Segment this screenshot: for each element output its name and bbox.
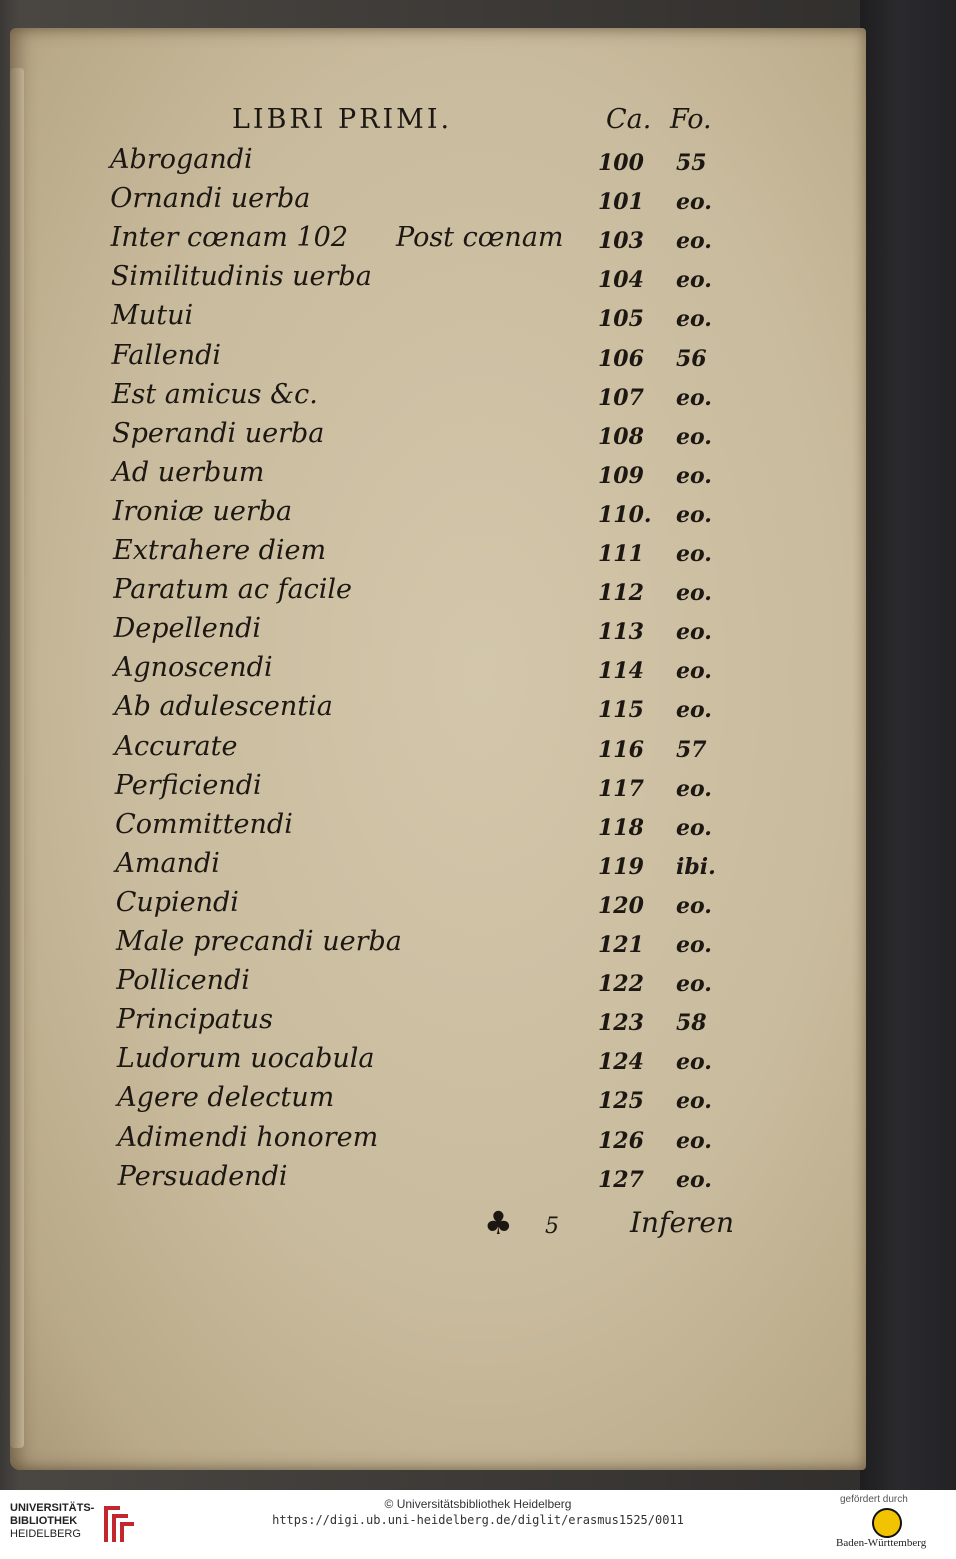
column-head-ca: Ca.	[606, 104, 652, 135]
chapter-number: 127	[598, 1166, 644, 1193]
column-head-fo: Fo.	[670, 104, 712, 135]
entry-label: Sperandi uerba	[112, 417, 325, 449]
entry-label: Agnoscendi	[113, 652, 273, 684]
chapter-number: 106	[598, 345, 644, 372]
sponsor-name: Baden-Württemberg	[836, 1537, 927, 1549]
folio-number: eo.	[676, 267, 712, 294]
chapter-number: 100	[598, 150, 644, 176]
entry-label: Inter cœnam 102	[110, 222, 348, 254]
index-row	[0, 379, 956, 417]
folio-number: eo.	[676, 619, 712, 646]
entry-label: Ironiæ uerba	[112, 495, 293, 527]
chapter-number: 112	[598, 580, 644, 607]
entry-label: Agere delectum	[117, 1082, 335, 1114]
index-row	[0, 340, 956, 378]
chapter-number: 109	[598, 462, 644, 489]
folio-number: eo.	[676, 1166, 712, 1193]
entry-label: Mutui	[111, 300, 194, 332]
chapter-number: 117	[598, 775, 644, 802]
chapter-number: 120	[598, 892, 644, 919]
chapter-number: 123	[598, 1010, 644, 1037]
entry-label: Paratum ac facile	[113, 574, 353, 606]
index-row	[0, 691, 956, 729]
chapter-number: 121	[598, 932, 644, 958]
index-row	[0, 183, 956, 221]
chapter-number: 111	[598, 541, 644, 567]
folio-number: eo.	[676, 384, 712, 411]
running-head: LIBRI PRIMI.	[232, 104, 453, 135]
entry-label: Principatus	[116, 1004, 273, 1036]
index-row	[0, 1122, 956, 1160]
folio-number: eo.	[676, 697, 712, 724]
catchword: Inferen	[630, 1206, 735, 1239]
index-row	[0, 848, 956, 886]
chapter-number: 116	[598, 736, 644, 763]
entry-label: Persuadendi	[117, 1160, 288, 1192]
entry-label: Amandi	[115, 847, 220, 879]
folio-number: eo.	[676, 1049, 712, 1076]
logo-line-1: UNIVERSITÄTS-	[10, 1502, 95, 1514]
folio-number: eo.	[676, 189, 712, 216]
chapter-number: 104	[598, 267, 644, 294]
index-row	[0, 1004, 956, 1042]
entry-label: Accurate	[114, 730, 238, 762]
entry-label: Male precandi uerba	[116, 926, 402, 957]
entry-label: Extrahere diem	[113, 535, 327, 566]
entry-label: Similitudinis uerba	[110, 261, 372, 293]
index-row	[0, 926, 956, 964]
index-row	[0, 809, 956, 847]
folio-number: eo.	[676, 1127, 712, 1154]
index-row	[0, 496, 956, 534]
signature-mark: 5	[545, 1214, 559, 1239]
index-row	[0, 144, 956, 182]
folio-number: eo.	[676, 892, 712, 919]
folio-number: eo.	[676, 462, 712, 489]
folio-number: eo.	[676, 775, 712, 802]
folio-number: 57	[676, 736, 707, 763]
entry-label: Ab adulescentia	[114, 691, 333, 723]
index-row	[0, 770, 956, 808]
state-seal-icon	[872, 1508, 902, 1538]
entry-label: Depellendi	[113, 613, 262, 645]
entry-label: Cupiendi	[115, 886, 239, 918]
chapter-number: 103	[598, 228, 644, 255]
entry-label: Abrogandi	[110, 144, 253, 175]
folio-number: eo.	[676, 658, 712, 685]
index-row	[0, 887, 956, 925]
index-row	[0, 1161, 956, 1199]
folio-number: 58	[676, 1010, 707, 1037]
copyright-text: © Universitätsbibliothek Heidelberg	[384, 1497, 572, 1511]
folio-number: 55	[676, 150, 707, 176]
index-row	[0, 965, 956, 1003]
folio-number: eo.	[676, 306, 712, 333]
entry-label: Pollicendi	[116, 965, 250, 997]
index-row	[0, 261, 956, 299]
chapter-number: 108	[598, 423, 644, 450]
chapter-number: 115	[598, 697, 644, 724]
entry-label: Adimendi honorem	[117, 1121, 379, 1153]
folio-number: eo.	[676, 541, 712, 567]
folio-number: ibi.	[676, 853, 716, 880]
index-row	[0, 574, 956, 612]
entry-label: Perficiendi	[114, 769, 262, 801]
folio-number: eo.	[676, 1088, 712, 1115]
index-row	[0, 613, 956, 651]
folio-number: eo.	[676, 971, 712, 998]
entry-label-secondary: Post cœnam	[396, 222, 564, 254]
entry-label: Est amicus &c.	[111, 378, 318, 410]
folio-number: eo.	[676, 501, 712, 528]
folio-number: eo.	[676, 932, 712, 958]
logo-line-2: BIBLIOTHEK	[10, 1515, 78, 1527]
chapter-number: 113	[598, 619, 644, 646]
sponsor-label: gefördert durch	[840, 1494, 908, 1505]
chapter-number: 105	[598, 306, 644, 333]
chapter-number: 119	[598, 853, 644, 880]
index-row	[0, 652, 956, 690]
index-row	[0, 535, 956, 573]
folio-number: 56	[676, 345, 707, 372]
folio-number: eo.	[676, 423, 712, 450]
chapter-number: 110.	[598, 501, 652, 528]
index-row	[0, 418, 956, 456]
chapter-number: 124	[598, 1049, 644, 1076]
index-row	[0, 1043, 956, 1081]
index-row	[0, 300, 956, 338]
logo-line-3: HEIDELBERG	[10, 1528, 81, 1540]
entry-label: Committendi	[115, 808, 293, 840]
chapter-number: 118	[598, 814, 644, 841]
chapter-number: 122	[598, 971, 644, 998]
entry-label: Ad uerbum	[112, 456, 265, 488]
folio-number: eo.	[676, 814, 712, 841]
folio-number: eo.	[676, 228, 712, 255]
index-row	[0, 1082, 956, 1120]
chapter-number: 107	[598, 384, 644, 411]
entry-label: Ornandi uerba	[110, 183, 311, 215]
index-row	[0, 222, 956, 260]
index-row	[0, 457, 956, 495]
chapter-number: 125	[598, 1088, 644, 1115]
folio-number: eo.	[676, 580, 712, 607]
entry-label: Fallendi	[111, 339, 222, 371]
entry-label: Ludorum uocabula	[116, 1043, 375, 1075]
index-row	[0, 731, 956, 769]
chapter-number: 126	[598, 1127, 644, 1154]
permalink[interactable]: https://digi.ub.uni-heidelberg.de/diglit/erasmus1525/0011	[272, 1513, 684, 1527]
club-ornament: ♣	[484, 1204, 513, 1242]
chapter-number: 101	[598, 189, 644, 216]
chapter-number: 114	[598, 658, 644, 685]
